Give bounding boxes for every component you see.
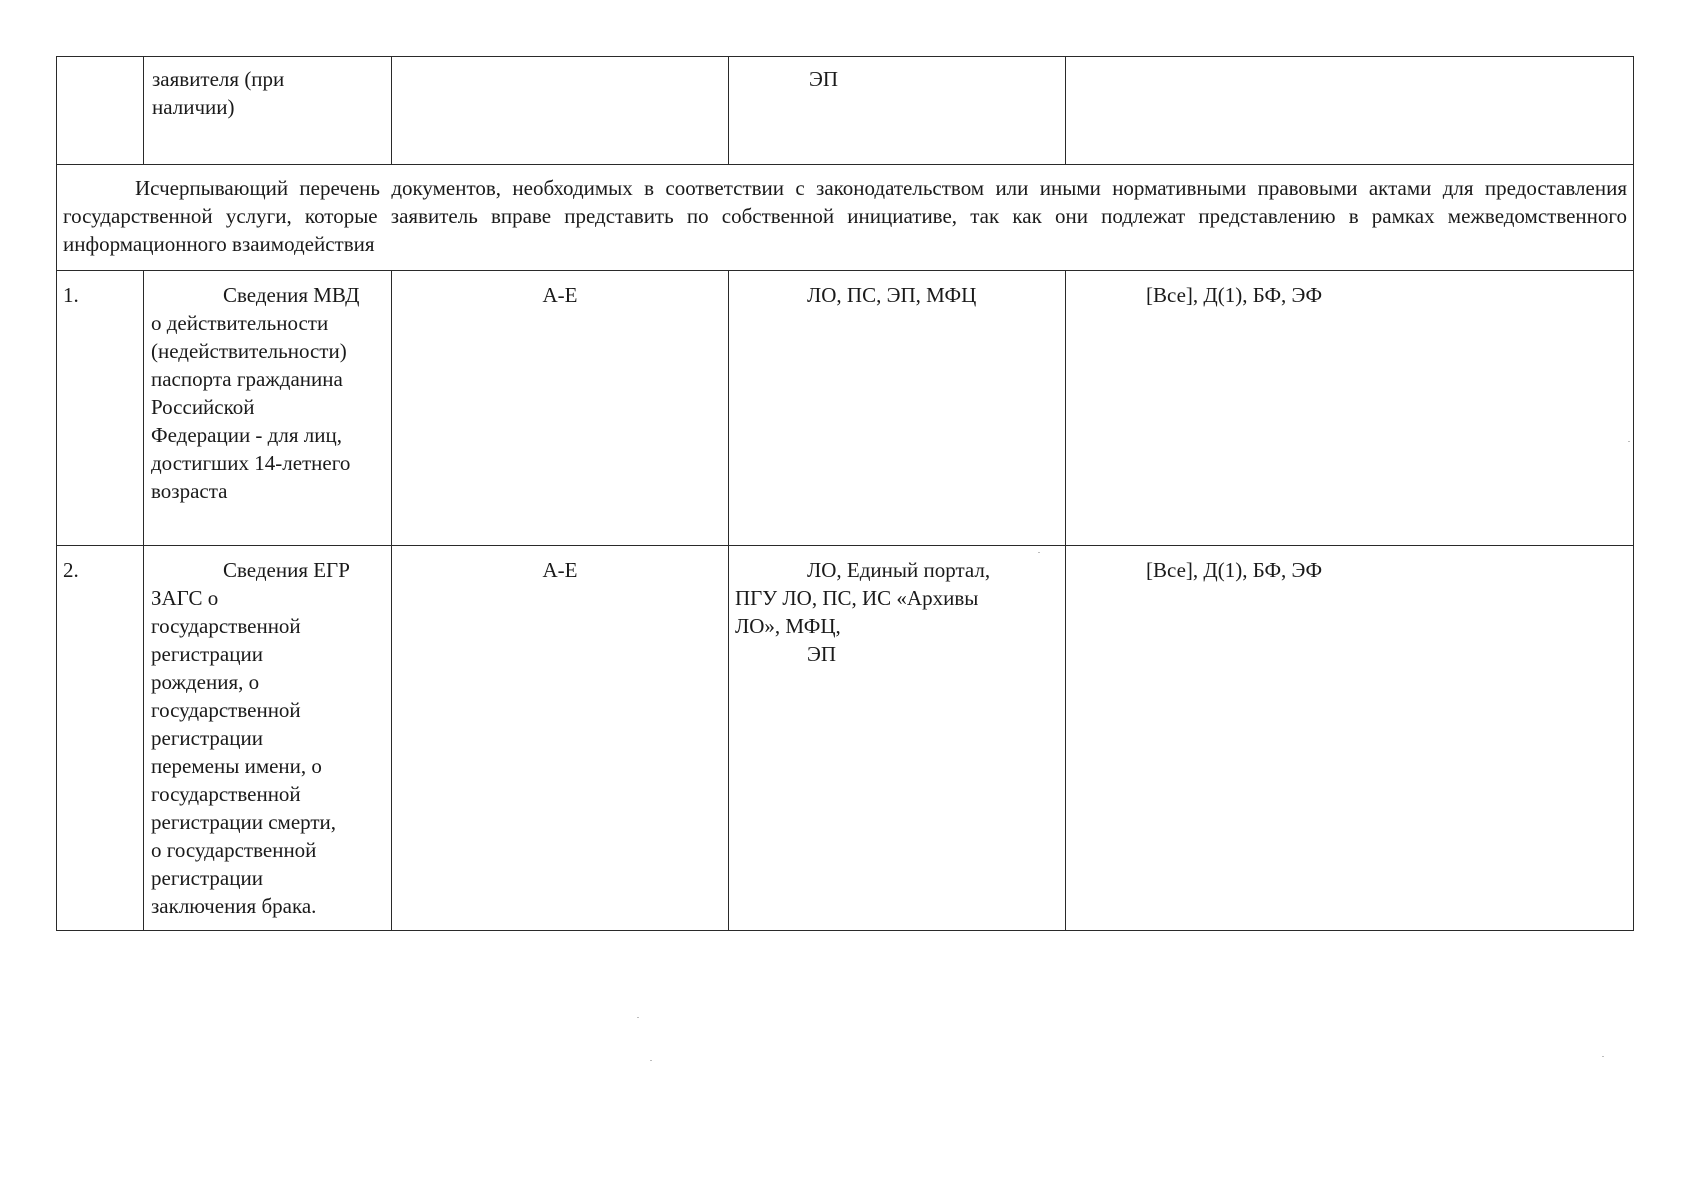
requirements-cell [1066,57,1634,165]
scan-speck [637,1017,639,1018]
sources-line: ЭП [807,642,837,666]
document-name-line: о государственной [151,838,317,862]
document-name-line: о действительности [151,311,329,335]
table-row [57,546,1634,931]
scan-speck [650,1060,652,1061]
document-name-line: регистрации [151,726,263,750]
documents-table [56,56,1634,931]
section-heading-text: Исчерпывающий перечень документов, необходимых в соответствии с законодательством или иными нормативными правовыми актами для предоставления государственной услуги, которые заявитель вправе представить по собственной инициативе, так как они подлежат представлению в рамках межведомственного информационного взаимодействия [63,176,1627,256]
table-row [57,57,1634,165]
row-number: 1. [57,271,144,546]
table-row [57,271,1634,546]
document-name-line: регистрации [151,642,263,666]
sources-line: ПГУ ЛО, ПС, ИС «Архивы [735,586,979,610]
sources-cell [729,546,1066,931]
categories-cell [392,57,729,165]
document-name-line: паспорта гражданина [151,367,343,391]
document-name-line: достигших 14-летнего [151,451,351,475]
section-heading-cell [57,165,1634,271]
document-name-line: Сведения МВД [223,283,360,307]
categories-cell: А-Е [392,546,729,931]
document-name-cell [144,546,392,931]
document-name-line: государственной [151,782,301,806]
document-name-line: заключения брака. [151,894,317,918]
section-heading-row [57,165,1634,271]
document-name-line: регистрации [151,866,263,890]
document-name-line: заявителя (при [152,67,285,91]
sources-line: ЛО, ПС, ЭП, МФЦ [807,283,977,307]
document-name-line: государственной [151,698,301,722]
document-name-line: возраста [151,479,228,503]
scan-speck [1628,441,1630,442]
document-name-line: (недействительности) [151,339,347,363]
scan-speck [1602,1056,1604,1057]
requirements-cell: [Все], Д(1), БФ, ЭФ [1066,546,1634,931]
sources-line: ЛО, Единый портал, [807,558,991,582]
document-name-line: Российской [151,395,255,419]
document-name-cell [144,271,392,546]
document-name-line: перемены имени, о [151,754,322,778]
sources-cell: ЭП [729,57,1066,165]
document-name-line: рождения, о [151,670,260,694]
row-number: 2. [57,546,144,931]
document-name-line: регистрации смерти, [151,810,337,834]
sources-line: ЛО», МФЦ, [735,614,841,638]
document-name-line: государственной [151,614,301,638]
number-cell [57,57,144,165]
document-name-line: наличии) [152,95,235,119]
sources-cell [729,271,1066,546]
categories-cell: А-Е [392,271,729,546]
requirements-cell: [Все], Д(1), БФ, ЭФ [1066,271,1634,546]
document-name-line: Сведения ЕГР [223,558,350,582]
document-name-line: ЗАГС о [151,586,219,610]
scan-speck [1038,552,1040,553]
document-name-line: Федерации - для лиц, [151,423,342,447]
document-name-cell [144,57,392,165]
